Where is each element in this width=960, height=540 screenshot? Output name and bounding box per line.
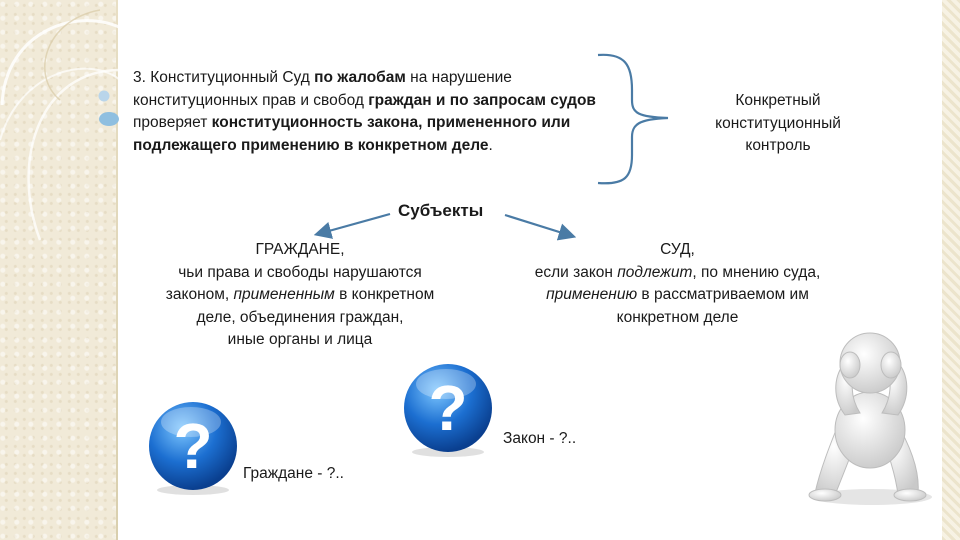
subjects-heading: Субъекты	[398, 201, 484, 220]
thinking-person-figure	[800, 325, 940, 510]
court-italic: применению	[546, 286, 638, 303]
bubble-dot	[99, 112, 119, 126]
control-label-line: Конкретный	[735, 92, 821, 109]
court-block	[500, 239, 855, 329]
bubble-dot	[99, 91, 110, 102]
control-label-line: контроль	[745, 137, 811, 154]
court-italic: подлежит	[617, 263, 693, 281]
arrow-to-court	[505, 215, 572, 236]
court-title: СУД,	[660, 241, 695, 258]
statement-bold: граждан и по запросам судов	[368, 91, 596, 109]
court-line: , по мнению суда,	[692, 263, 821, 281]
citizens-block	[135, 239, 465, 352]
citizens-italic: примененным	[233, 286, 335, 303]
statement-text: .	[488, 136, 493, 154]
statement-bold: конституционность закона, примененного или подлежащего применению в конкретном деле	[133, 114, 571, 154]
statement-text: проверяет	[133, 114, 212, 131]
citizens-question: Граждане - ?..	[243, 465, 344, 482]
citizens-title: ГРАЖДАНЕ,	[255, 241, 345, 258]
court-line: если закон	[534, 263, 618, 281]
question-mark-icon	[143, 398, 243, 498]
citizens-line: законом,	[165, 286, 234, 303]
citizens-line: деле, объединения граждан,	[196, 308, 404, 326]
decorative-swirl-graphic	[0, 0, 130, 540]
question-mark-icon	[398, 360, 498, 460]
citizens-line: чьи права и свободы нарушаются	[178, 263, 422, 281]
citizens-line: иные органы и лица	[227, 331, 373, 348]
svg-text:?: ?	[428, 372, 468, 444]
svg-text:?: ?	[173, 410, 213, 482]
curly-brace	[590, 45, 675, 190]
statement-bold: по жалобам	[314, 69, 406, 86]
control-label-line: конституционный	[715, 114, 841, 132]
statement-text: 3. Конституционный Суд	[133, 69, 315, 86]
arrow-to-citizens	[318, 214, 390, 234]
control-label	[690, 90, 866, 158]
main-statement	[133, 67, 603, 157]
citizens-line: в конкретном	[334, 286, 435, 303]
court-line: в рассматриваемом им	[637, 286, 809, 303]
decorative-right-edge	[942, 0, 960, 540]
statement-text: на нарушение конституционных прав и свобод	[133, 69, 512, 109]
court-line: конкретном деле	[616, 308, 739, 326]
law-question: Закон - ?..	[503, 430, 577, 447]
